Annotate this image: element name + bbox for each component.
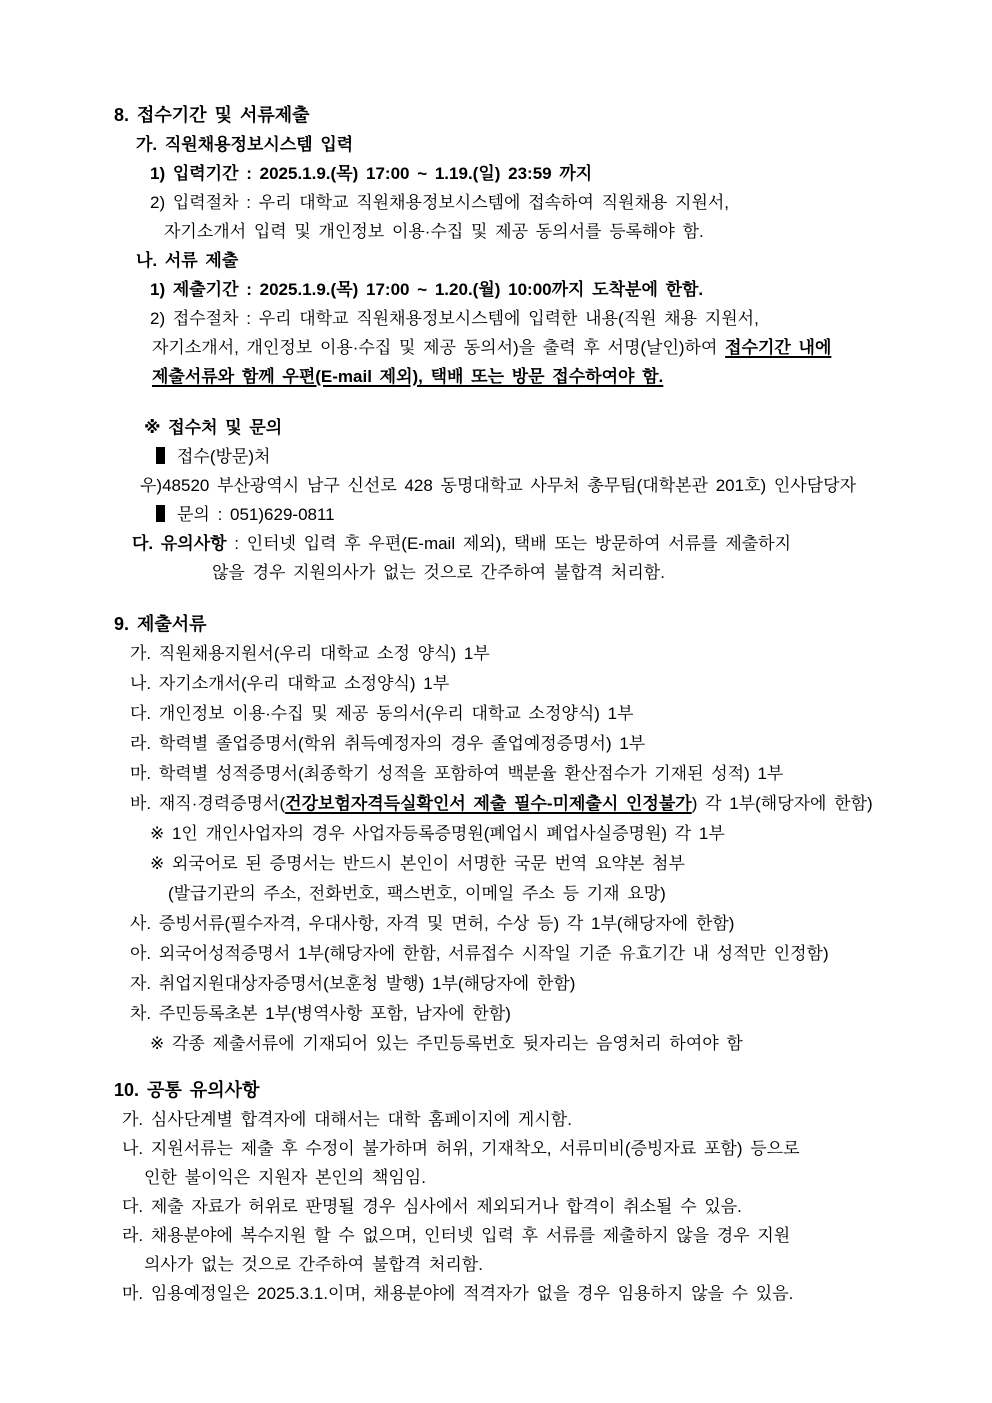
contact-header: ※ 접수처 및 문의 — [144, 418, 283, 437]
document-content — [114, 100, 924, 1308]
s10-item-appointment-date: 마. 임용예정일은 2025.3.1.이며, 채용분야에 적격자가 없을 경우 임용하지 않을 수 있음. — [122, 1284, 794, 1303]
s9-item-foreign-language-score: 아. 외국어성적증명서 1부(해당자에 한함, 서류접수 시작일 기준 유효기간 내 성적만 인정함) — [130, 944, 829, 963]
s8-receipt-method-emphasis: 제출서류와 함께 우편(E-mail 제외), 택배 또는 방문 접수하여야 함. — [152, 367, 664, 386]
s8-receipt-deadline-emphasis: 접수기간 내에 — [725, 338, 832, 357]
s8-input-procedure-line: 2) 입력절차 : 우리 대학교 직원채용정보시스템에 접속하여 직원채용 지원서, — [150, 193, 730, 212]
s9-note-resident-number-masking: ※ 각종 제출서류에 기재되어 있는 주민등록번호 뒷자리는 음영처리 하여야 함 — [150, 1034, 743, 1053]
s8-receipt-method-line — [114, 362, 924, 391]
s9-item-employment-support-certificate: 자. 취업지원대상자증명서(보훈청 발행) 1부(해당자에 한함) — [130, 974, 576, 993]
s8-na-subheading: 나. 서류 제출 — [136, 251, 239, 270]
contact-inquiry-label: 문의 : 051)629-0811 — [177, 505, 335, 524]
s8-receipt-procedure-cont-line — [114, 333, 924, 362]
contact-address-line: 우)48520 부산광역시 남구 신선로 428 동명대학교 사무처 총무팀(대학본관 201호) 인사담당자 — [140, 476, 856, 495]
s9-item-application-form: 가. 직원채용지원서(우리 대학교 소정 양식) 1부 — [130, 644, 490, 663]
s8-da-caution-text: : 인터넷 입력 후 우편(E-mail 제외), 택배 또는 방문하여 서류를 제출하지 — [226, 534, 792, 553]
section-8-receipt-period — [114, 100, 924, 587]
section-10-heading: 10. 공통 유의사항 — [114, 1080, 260, 1100]
s9-item-supporting-documents: 사. 증빙서류(필수자격, 우대사항, 자격 및 면허, 수상 등) 각 1부(해당자에 한함) — [130, 914, 735, 933]
s10-item-no-multiple-applications: 라. 채용분야에 복수지원 할 수 없으며, 인터넷 입력 후 서류를 제출하지 않을 경우 지원 — [122, 1226, 791, 1245]
s8-da-caution-cont-line: 않을 경우 지원의사가 없는 것으로 간주하여 불합격 처리함. — [212, 563, 665, 582]
s8-receipt-procedure-line: 2) 접수절차 : 우리 대학교 직원채용정보시스템에 입력한 내용(직원 채용 지원서, — [150, 309, 759, 328]
s9-item-privacy-consent: 다. 개인정보 이용·수집 및 제공 동의서(우리 대학교 소정양식) 1부 — [130, 704, 634, 723]
s8-da-caution-title: 다. 유의사항 — [132, 534, 227, 553]
s9-note-foreign-certificates-cont: (발급기관의 주소, 전화번호, 팩스번호, 이메일 주소 등 기재 요망) — [168, 884, 666, 903]
s9-career-emphasis: 건강보험자격득실확인서 제출 필수-미제출시 인정불가 — [285, 794, 692, 813]
contact-inquiry-line — [114, 500, 924, 529]
s9-item-transcript: 마. 학력별 성적증명서(최종학기 성적을 포함하여 백분율 환산점수가 기재된 성적) 1부 — [130, 764, 784, 783]
contact-visit-line — [114, 442, 924, 471]
s9-career-prefix: 바. 재직·경력증명서( — [130, 794, 286, 813]
s9-item-graduation-certificate: 라. 학력별 졸업증명서(학위 취득예정자의 경우 졸업예정증명서) 1부 — [130, 734, 646, 753]
s10-item-no-modification: 나. 지원서류는 제출 후 수정이 불가하며 허위, 기재착오, 서류미비(증빙자료 포함) 등으로 — [122, 1139, 800, 1158]
s8-da-caution-line — [114, 529, 924, 558]
s9-note-sole-proprietor: ※ 1인 개인사업자의 경우 사업자등록증명원(폐업시 폐업사실증명원) 각 1부 — [150, 824, 725, 843]
section-8-heading: 8. 접수기간 및 서류제출 — [114, 105, 310, 125]
s10-item-false-documents: 다. 제출 자료가 허위로 판명될 경우 심사에서 제외되거나 합격이 취소될 수 있음. — [122, 1197, 742, 1216]
black-bar-bullet-icon — [156, 447, 165, 464]
section-10-common-notes — [114, 1075, 924, 1308]
contact-visit-label: 접수(방문)처 — [177, 447, 271, 466]
s8-submit-period-line: 1) 제출기간 : 2025.1.9.(목) 17:00 ~ 1.20.(월) 10:00까지 도착분에 한함. — [150, 280, 704, 299]
s10-item-no-modification-cont: 인한 불이익은 지원자 본인의 책임임. — [144, 1168, 426, 1187]
s8-input-procedure-cont-line: 자기소개서 입력 및 개인정보 이용·수집 및 제공 동의서를 등록해야 함. — [164, 222, 704, 241]
s8-ga-subheading: 가. 직원채용정보시스템 입력 — [136, 135, 354, 154]
s9-item-career-certificate — [114, 789, 924, 819]
s9-career-suffix: ) 각 1부(해당자에 한함) — [691, 794, 873, 813]
s8-receipt-procedure-cont-regular: 자기소개서, 개인정보 이용·수집 및 제공 동의서)을 출력 후 서명(날인)하여 — [152, 338, 726, 357]
s9-item-resident-register: 차. 주민등록초본 1부(병역사항 포함, 남자에 한함) — [130, 1004, 511, 1023]
s8-input-period-line: 1) 입력기간 : 2025.1.9.(목) 17:00 ~ 1.19.(일) 23:59 까지 — [150, 164, 593, 183]
section-9-submission-documents — [114, 609, 924, 1059]
s10-item-announcement: 가. 심사단계별 합격자에 대해서는 대학 홈페이지에 게시함. — [122, 1110, 572, 1129]
s10-item-no-multiple-applications-cont: 의사가 없는 것으로 간주하여 불합격 처리함. — [144, 1255, 483, 1274]
s9-note-foreign-certificates: ※ 외국어로 된 증명서는 반드시 본인이 서명한 국문 번역 요약본 첨부 — [150, 854, 685, 873]
black-bar-bullet-icon — [156, 505, 165, 522]
s9-item-self-introduction: 나. 자기소개서(우리 대학교 소정양식) 1부 — [130, 674, 450, 693]
section-9-heading: 9. 제출서류 — [114, 614, 207, 634]
